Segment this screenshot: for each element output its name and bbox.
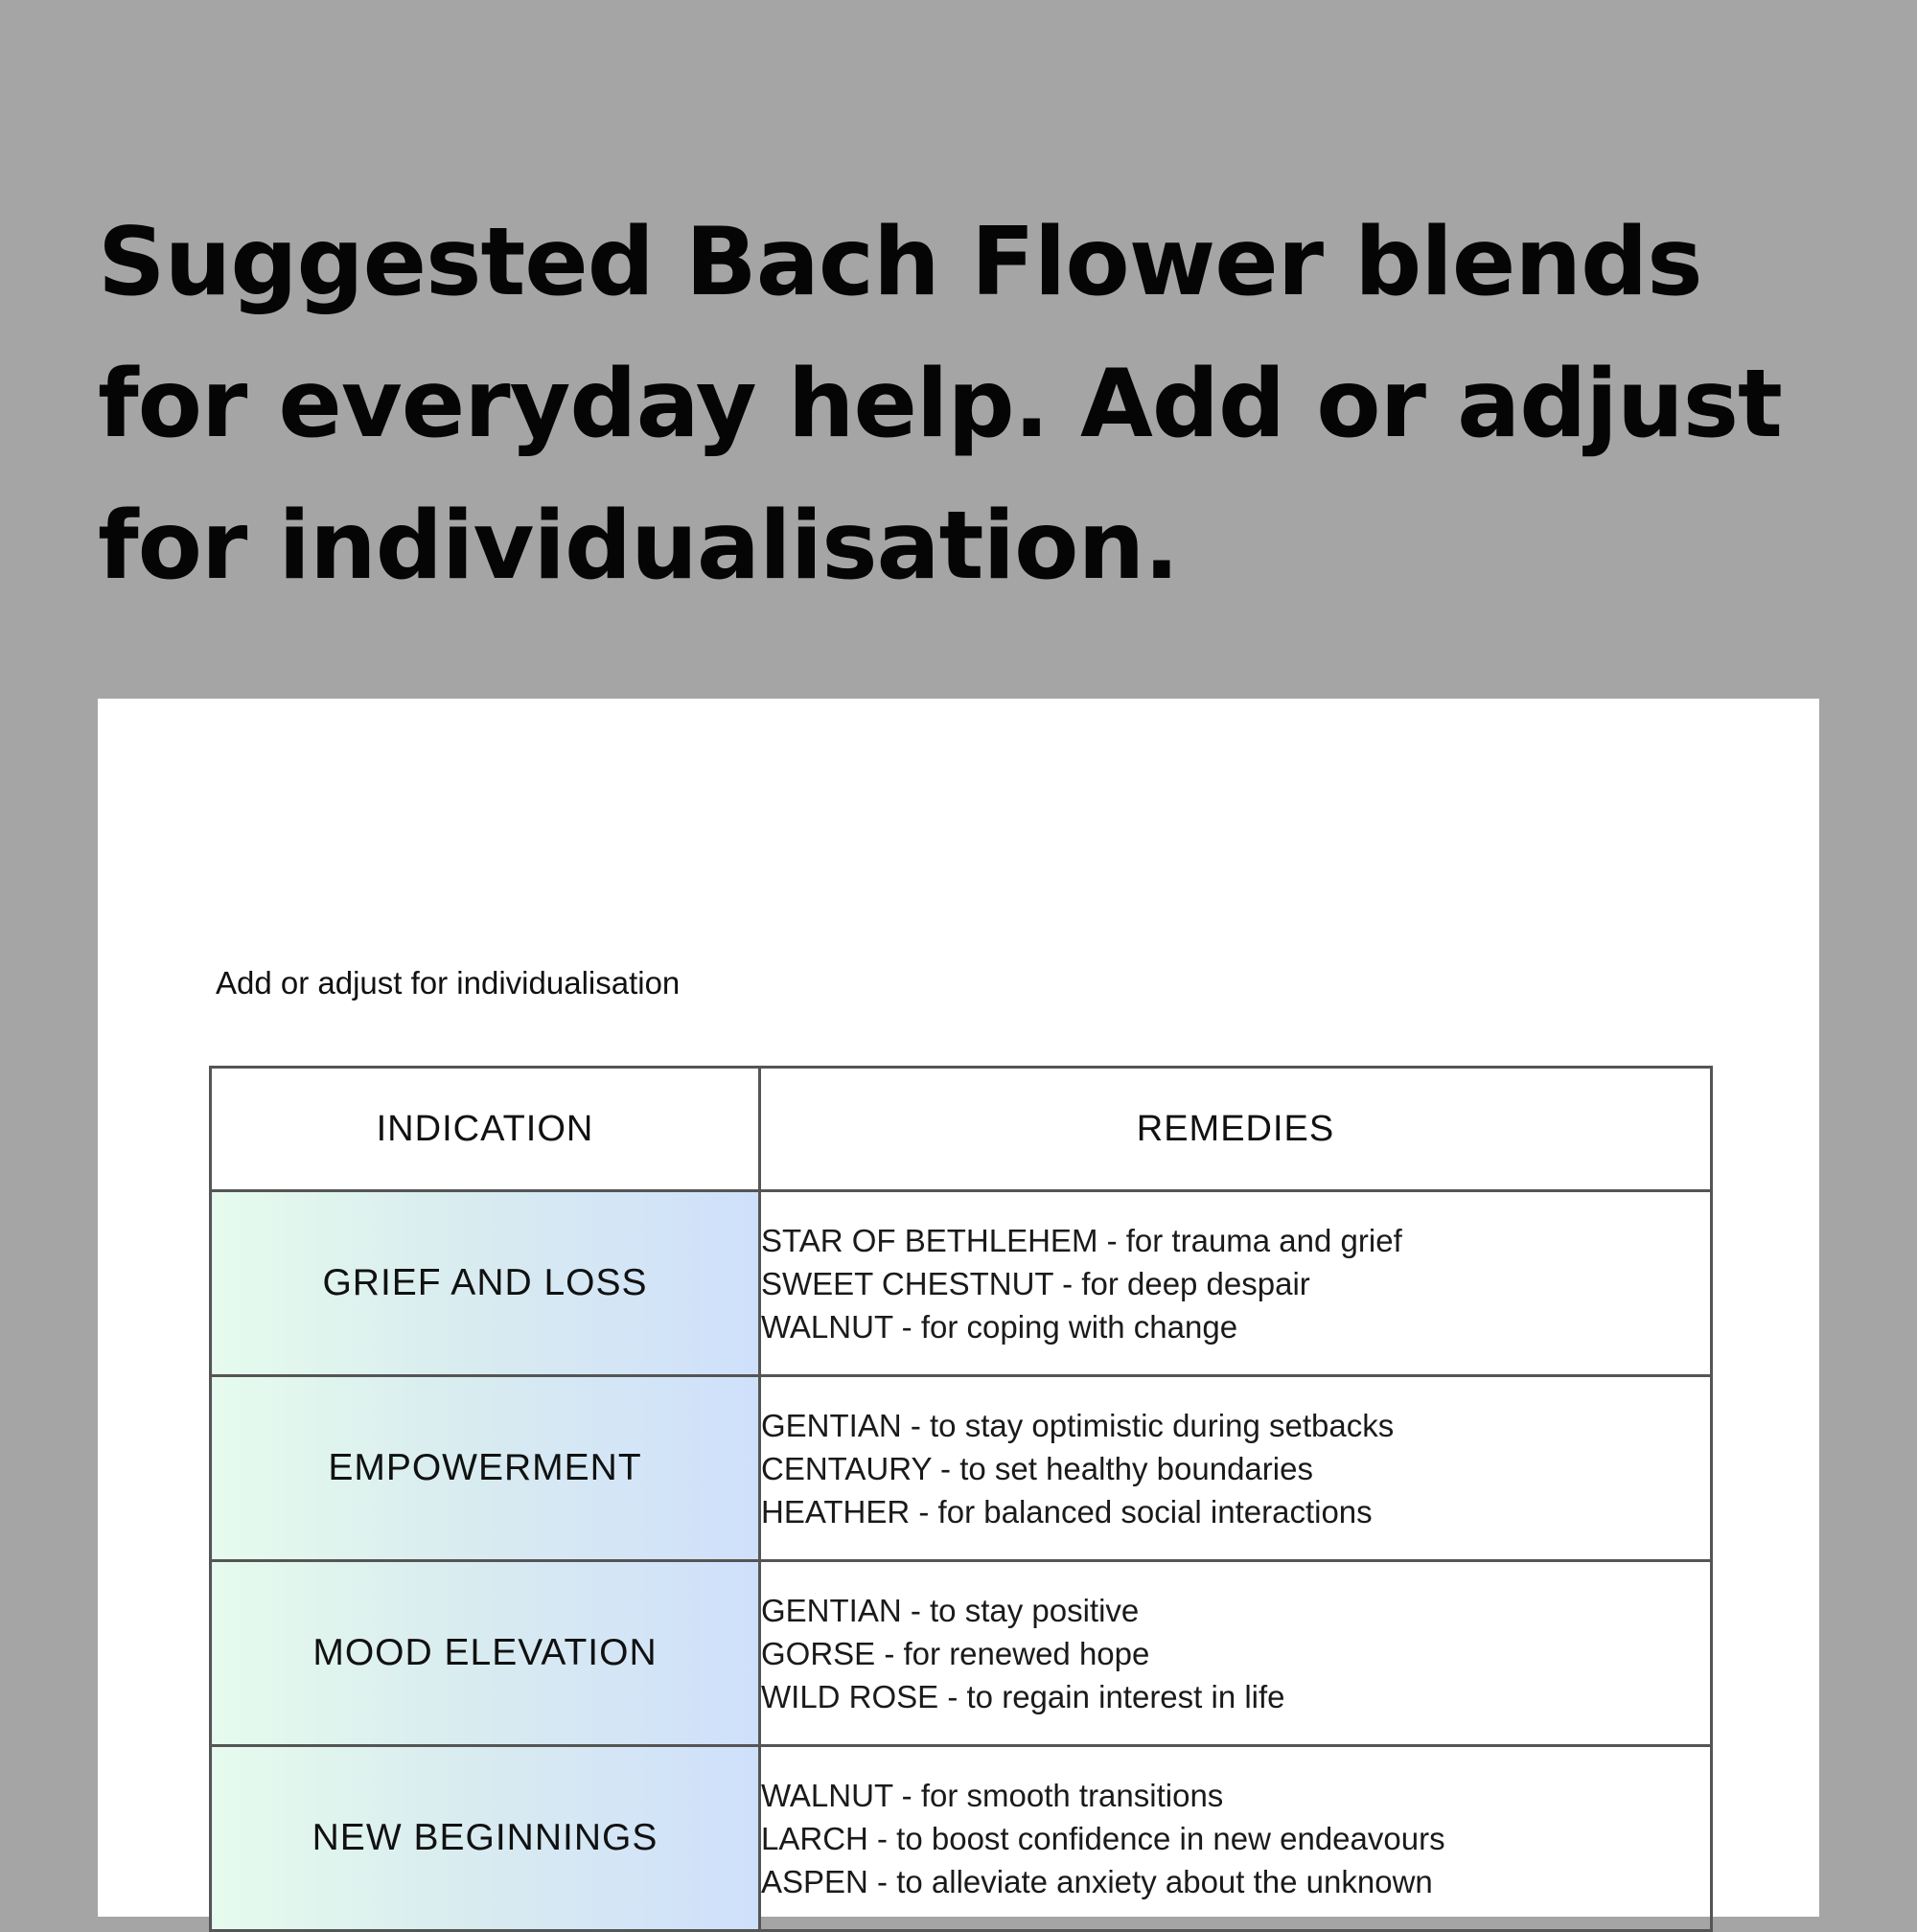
remedy-line: STAR OF BETHLEHEM - for trauma and grief: [761, 1222, 1402, 1258]
remedy-line: SWEET CHESTNUT - for deep despair: [761, 1265, 1310, 1301]
indication-cell: MOOD ELEVATION: [211, 1561, 760, 1746]
indication-cell: EMPOWERMENT: [211, 1376, 760, 1561]
indication-cell: NEW BEGINNINGS: [211, 1746, 760, 1931]
remedy-line: GENTIAN - to stay positive: [761, 1592, 1140, 1628]
remedy-table: [209, 1066, 1713, 1932]
table-row: [211, 1746, 1712, 1931]
sheet-subtitle: Add or adjust for individualisation: [216, 965, 681, 1000]
remedy-line: WALNUT - for coping with change: [761, 1308, 1238, 1345]
table-row: [211, 1376, 1712, 1561]
remedies-cell: [760, 1191, 1712, 1376]
remedy-line: WILD ROSE - to regain interest in life: [761, 1678, 1285, 1714]
remedy-line: GORSE - for renewed hope: [761, 1635, 1150, 1671]
remedy-line: LARCH - to boost confidence in new endeavours: [761, 1820, 1445, 1856]
table-row: [211, 1191, 1712, 1376]
remedies-cell: [760, 1561, 1712, 1746]
remedy-line: HEATHER - for balanced social interactions: [761, 1493, 1373, 1530]
indication-cell: GRIEF AND LOSS: [211, 1191, 760, 1376]
remedy-line: GENTIAN - to stay optimistic during setbacks: [761, 1407, 1395, 1443]
header-remedies: REMEDIES: [760, 1068, 1712, 1191]
remedy-line: CENTAURY - to set healthy boundaries: [761, 1450, 1313, 1486]
remedies-cell: [760, 1746, 1712, 1931]
table-row: [211, 1561, 1712, 1746]
remedy-line: WALNUT - for smooth transitions: [761, 1777, 1224, 1813]
table-header-row: [211, 1068, 1712, 1191]
header-indication: INDICATION: [211, 1068, 760, 1191]
remedy-line: ASPEN - to alleviate anxiety about the unknown: [761, 1863, 1433, 1899]
document-sheet: [98, 699, 1819, 1917]
remedies-cell: [760, 1376, 1712, 1561]
page-title: Suggested Bach Flower blends for everyday help. Add or adjust for individualisation.: [98, 208, 1782, 601]
